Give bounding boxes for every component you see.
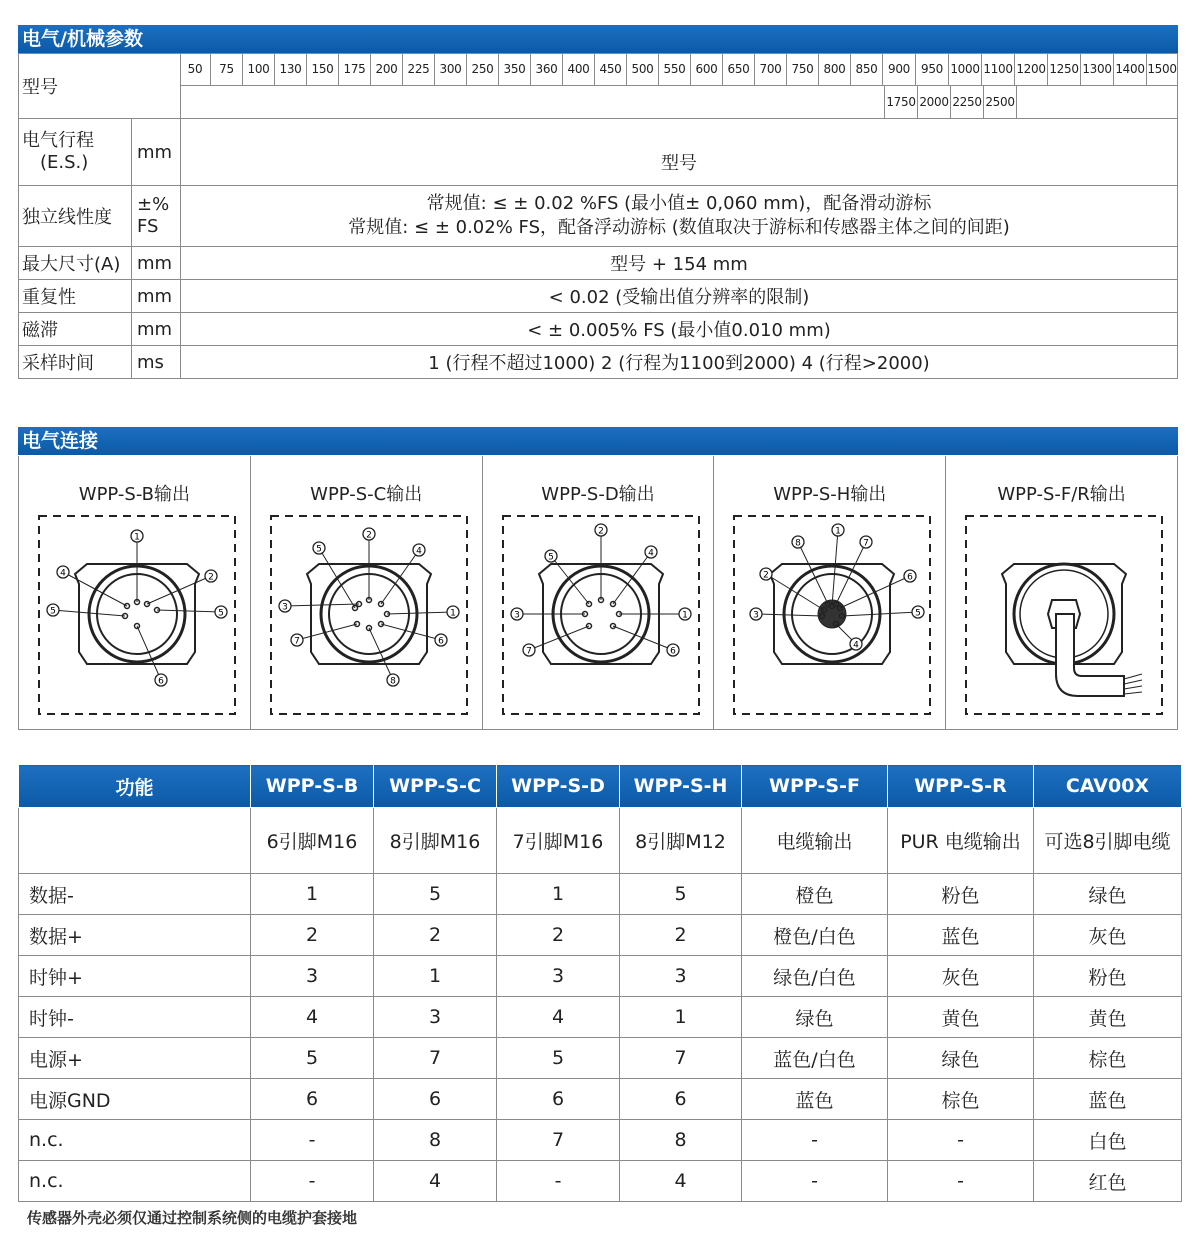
connector-type: 6引脚M16 — [251, 808, 374, 874]
function-name: 数据+ — [19, 915, 251, 956]
spec-value: < 0.02 (受输出值分辨率的限制) — [181, 280, 1178, 313]
pin-value: 3 — [374, 997, 497, 1038]
col-header-model: WPP-S-B — [251, 765, 374, 808]
connector-b-diagram — [37, 514, 237, 719]
table-row — [19, 915, 1182, 956]
col-header-function: 功能 — [19, 765, 251, 808]
pin-number: 8 — [389, 676, 396, 687]
stroke-length: 600 — [691, 53, 723, 85]
pin-value: 6 — [374, 1079, 497, 1120]
pin-number: 4 — [415, 546, 422, 557]
stroke-length: 300 — [435, 53, 467, 85]
function-name: 时钟- — [19, 997, 251, 1038]
connector-title: WPP-S-B输出 — [78, 484, 191, 505]
pin-value: 灰色 — [1034, 915, 1182, 956]
table-row — [19, 874, 1182, 915]
pin-value: 蓝色 — [1034, 1079, 1182, 1120]
spec-unit: mm — [132, 280, 181, 313]
pin-number: 3 — [281, 602, 288, 613]
pin-number: 2 — [597, 526, 604, 537]
table-row — [19, 1161, 1182, 1202]
pin-value: 棕色 — [1034, 1038, 1182, 1079]
pin-number: 4 — [647, 548, 654, 559]
stroke-length: 250 — [467, 53, 499, 85]
connector-d — [483, 456, 715, 729]
pin-value: 2 — [374, 915, 497, 956]
pin-value: 3 — [251, 956, 374, 997]
pin-number: 3 — [753, 610, 760, 621]
pin-number: 3 — [513, 610, 520, 621]
spec-value: 型号 — [181, 119, 1178, 186]
stroke-length: 1000 — [949, 53, 982, 85]
connector-title: WPP-S-C输出 — [310, 484, 423, 505]
table-row — [19, 1120, 1182, 1161]
col-header-model: WPP-S-H — [620, 765, 742, 808]
cable-wire — [1124, 686, 1142, 689]
connector-panel — [18, 456, 1178, 730]
pin-value: 7 — [620, 1038, 742, 1079]
stroke-length: 900 — [883, 53, 916, 85]
grounding-note: 传感器外壳必须仅通过控制系统侧的电缆护套接地 — [27, 1209, 358, 1227]
stroke-length: 1250 — [1048, 53, 1081, 85]
pin-value: 棕色 — [888, 1079, 1034, 1120]
connector-type: 7引脚M16 — [497, 808, 620, 874]
pin-value: 绿色 — [888, 1038, 1034, 1079]
pin-value: 5 — [497, 1038, 620, 1079]
pin-value: 红色 — [1034, 1161, 1182, 1202]
stroke-length: 750 — [787, 53, 819, 85]
spec-label: 重复性 — [19, 280, 132, 313]
pin-number: 5 — [915, 608, 922, 619]
pin-value: 蓝色 — [742, 1079, 888, 1120]
stroke-length: 2500 — [984, 86, 1017, 118]
connector-b — [19, 456, 251, 729]
connector-title: WPP-S-D输出 — [541, 484, 655, 505]
pin-number: 8 — [795, 538, 802, 549]
pin-number: 6 — [907, 572, 914, 583]
spec-unit: mm — [132, 313, 181, 346]
connector-h-diagram — [732, 514, 932, 719]
pin-number: 5 — [547, 552, 554, 563]
spec-value: < ± 0.005% FS (最小值0.010 mm) — [181, 313, 1178, 346]
spec-label: 磁滞 — [19, 313, 132, 346]
pin-value: 2 — [620, 915, 742, 956]
pin-value: 8 — [620, 1120, 742, 1161]
stroke-length: 550 — [659, 53, 691, 85]
spec-label: 采样时间 — [19, 346, 132, 379]
pin-number: 5 — [315, 544, 322, 555]
col-header-model: WPP-S-D — [497, 765, 620, 808]
connector-type: 可选8引脚电缆 — [1034, 808, 1182, 874]
stroke-length: 1500 — [1147, 62, 1177, 76]
stroke-length: 1400 — [1114, 53, 1147, 85]
pin-number: 7 — [863, 538, 870, 549]
stroke-length: 650 — [723, 53, 755, 85]
pin-value: - — [888, 1161, 1034, 1202]
pin-value: 6 — [497, 1079, 620, 1120]
spec-label: 电气行程 (E.S.) — [19, 119, 132, 186]
stroke-length: 75 — [211, 53, 243, 85]
pin-value: 8 — [374, 1120, 497, 1161]
stroke-length: 500 — [627, 53, 659, 85]
pin-value: 6 — [620, 1079, 742, 1120]
table-row — [19, 1079, 1182, 1120]
spec-label: 最大尺寸(A) — [19, 247, 132, 280]
spec-value: 型号 + 154 mm — [181, 247, 1178, 280]
pin-number: 2 — [365, 530, 372, 541]
pin-value: - — [251, 1161, 374, 1202]
pin-value: - — [742, 1161, 888, 1202]
table-row — [19, 1038, 1182, 1079]
pin-value: 1 — [374, 956, 497, 997]
stroke-length: 700 — [755, 53, 787, 85]
pin-number: 6 — [669, 646, 676, 657]
stroke-length: 175 — [339, 53, 371, 85]
pin-value: 绿色 — [1034, 874, 1182, 915]
function-name: n.c. — [19, 1161, 251, 1202]
pin-value: - — [742, 1120, 888, 1161]
stroke-length: 2250 — [951, 86, 984, 118]
stroke-length: 225 — [403, 53, 435, 85]
connector-d-diagram — [501, 514, 701, 719]
stroke-length: 950 — [916, 53, 949, 85]
pin-number: 6 — [437, 636, 444, 647]
col-header-model: CAV00X — [1034, 765, 1182, 808]
spec-unit: ±% FS — [132, 186, 181, 247]
pin-value: 灰色 — [888, 956, 1034, 997]
cable-output-diagram — [964, 514, 1164, 719]
cable-wire — [1124, 680, 1142, 684]
pin-value: 粉色 — [888, 874, 1034, 915]
pin-value: 白色 — [1034, 1120, 1182, 1161]
pinout-table — [18, 764, 1182, 1202]
stroke-length: 360 — [531, 53, 563, 85]
pin-number: 2 — [763, 570, 770, 581]
connector-type: 电缆输出 — [742, 808, 888, 874]
pin-value: 3 — [620, 956, 742, 997]
model-label: 型号 — [19, 54, 181, 119]
pin-value: 2 — [497, 915, 620, 956]
stroke-length: 1200 — [1015, 53, 1048, 85]
stroke-length: 100 — [243, 53, 275, 85]
spec-unit: mm — [132, 119, 181, 186]
pin-value: 1 — [497, 874, 620, 915]
col-header-model: WPP-S-F — [742, 765, 888, 808]
pin-value: 4 — [251, 997, 374, 1038]
stroke-length: 1300 — [1081, 53, 1114, 85]
pin-value: 2 — [251, 915, 374, 956]
stroke-length: 800 — [819, 53, 851, 85]
pin-value: 粉色 — [1034, 956, 1182, 997]
pin-number: 5 — [218, 608, 224, 619]
pin-number: 1 — [835, 526, 842, 537]
function-name: 电源+ — [19, 1038, 251, 1079]
pin-value: 橙色/白色 — [742, 915, 888, 956]
section-header-electrical: 电气连接 — [18, 427, 1178, 455]
stroke-lengths — [180, 53, 1178, 118]
pin-value: 黄色 — [888, 997, 1034, 1038]
pin-value: - — [497, 1161, 620, 1202]
col-header-model: WPP-S-C — [374, 765, 497, 808]
pin-number: 4 — [60, 568, 66, 579]
pin-value: 5 — [620, 874, 742, 915]
stroke-length: 400 — [563, 53, 595, 85]
pin-number: 5 — [50, 606, 56, 617]
connector-title: WPP-S-F/R输出 — [997, 484, 1126, 505]
pin-number: 7 — [525, 646, 532, 657]
connector-title: WPP-S-H输出 — [773, 484, 887, 505]
pin-value: 5 — [374, 874, 497, 915]
function-name: 时钟+ — [19, 956, 251, 997]
pin-value: - — [888, 1120, 1034, 1161]
connector-type: PUR 电缆输出 — [888, 808, 1034, 874]
stroke-length: 450 — [595, 53, 627, 85]
connector-c-diagram — [269, 514, 469, 719]
pin-number: 1 — [449, 608, 456, 619]
pin-value: - — [251, 1120, 374, 1161]
stroke-length: 350 — [499, 53, 531, 85]
stroke-length: 850 — [851, 53, 883, 85]
function-name: n.c. — [19, 1120, 251, 1161]
pin-value: 6 — [251, 1079, 374, 1120]
spec-unit: ms — [132, 346, 181, 379]
connector-fr — [946, 456, 1177, 729]
pin-value: 1 — [620, 997, 742, 1038]
col-header-model: WPP-S-R — [888, 765, 1034, 808]
pin-value: 5 — [251, 1038, 374, 1079]
pin-number: 4 — [853, 640, 860, 651]
spec-unit: mm — [132, 247, 181, 280]
connector-h — [714, 456, 946, 729]
pin-number: 1 — [134, 532, 140, 543]
pin-value: 7 — [374, 1038, 497, 1079]
stroke-length: 50 — [180, 53, 211, 85]
spec-value: 1 (行程不超过1000) 2 (行程为1100到2000) 4 (行程>2000) — [181, 346, 1178, 379]
pin-number: 7 — [293, 636, 300, 647]
pin-number: 2 — [208, 572, 214, 583]
pin-value: 7 — [497, 1120, 620, 1161]
stroke-length: 130 — [275, 53, 307, 85]
spec-value: 常规值: ≤ ± 0.02 %FS (最小值± 0,060 mm)，配备滑动游标 常规值: ≤ ± 0.02% FS，配备浮动游标 (数值取决于游标和传感器主体之间的间距) — [181, 186, 1178, 247]
connector-type: 8引脚M16 — [374, 808, 497, 874]
stroke-length: 2000 — [918, 86, 951, 118]
pin-value: 绿色 — [742, 997, 888, 1038]
function-name: 数据- — [19, 874, 251, 915]
pin-value: 4 — [620, 1161, 742, 1202]
cable-wire — [1124, 674, 1142, 679]
stroke-length: 1100 — [982, 53, 1015, 85]
pin-value: 3 — [497, 956, 620, 997]
stroke-length: 200 — [371, 53, 403, 85]
table-row — [19, 997, 1182, 1038]
cable-wire — [1124, 692, 1142, 694]
connector-c — [251, 456, 483, 729]
function-name: 电源GND — [19, 1079, 251, 1120]
stroke-length: 150 — [307, 53, 339, 85]
section-header-params: 电气/机械参数 — [18, 25, 1178, 53]
pin-value: 4 — [374, 1161, 497, 1202]
spec-label: 独立线性度 — [19, 186, 132, 247]
connector-type — [19, 808, 251, 874]
pin-number: 1 — [681, 610, 688, 621]
pin-value: 绿色/白色 — [742, 956, 888, 997]
pin-value: 4 — [497, 997, 620, 1038]
pin-value: 橙色 — [742, 874, 888, 915]
stroke-length: 1750 — [885, 86, 918, 118]
pin-number: 6 — [158, 676, 164, 687]
pin-value: 黄色 — [1034, 997, 1182, 1038]
connector-type: 8引脚M12 — [620, 808, 742, 874]
pin-value: 蓝色/白色 — [742, 1038, 888, 1079]
pin-value: 1 — [251, 874, 374, 915]
pin-value: 蓝色 — [888, 915, 1034, 956]
table-row — [19, 956, 1182, 997]
